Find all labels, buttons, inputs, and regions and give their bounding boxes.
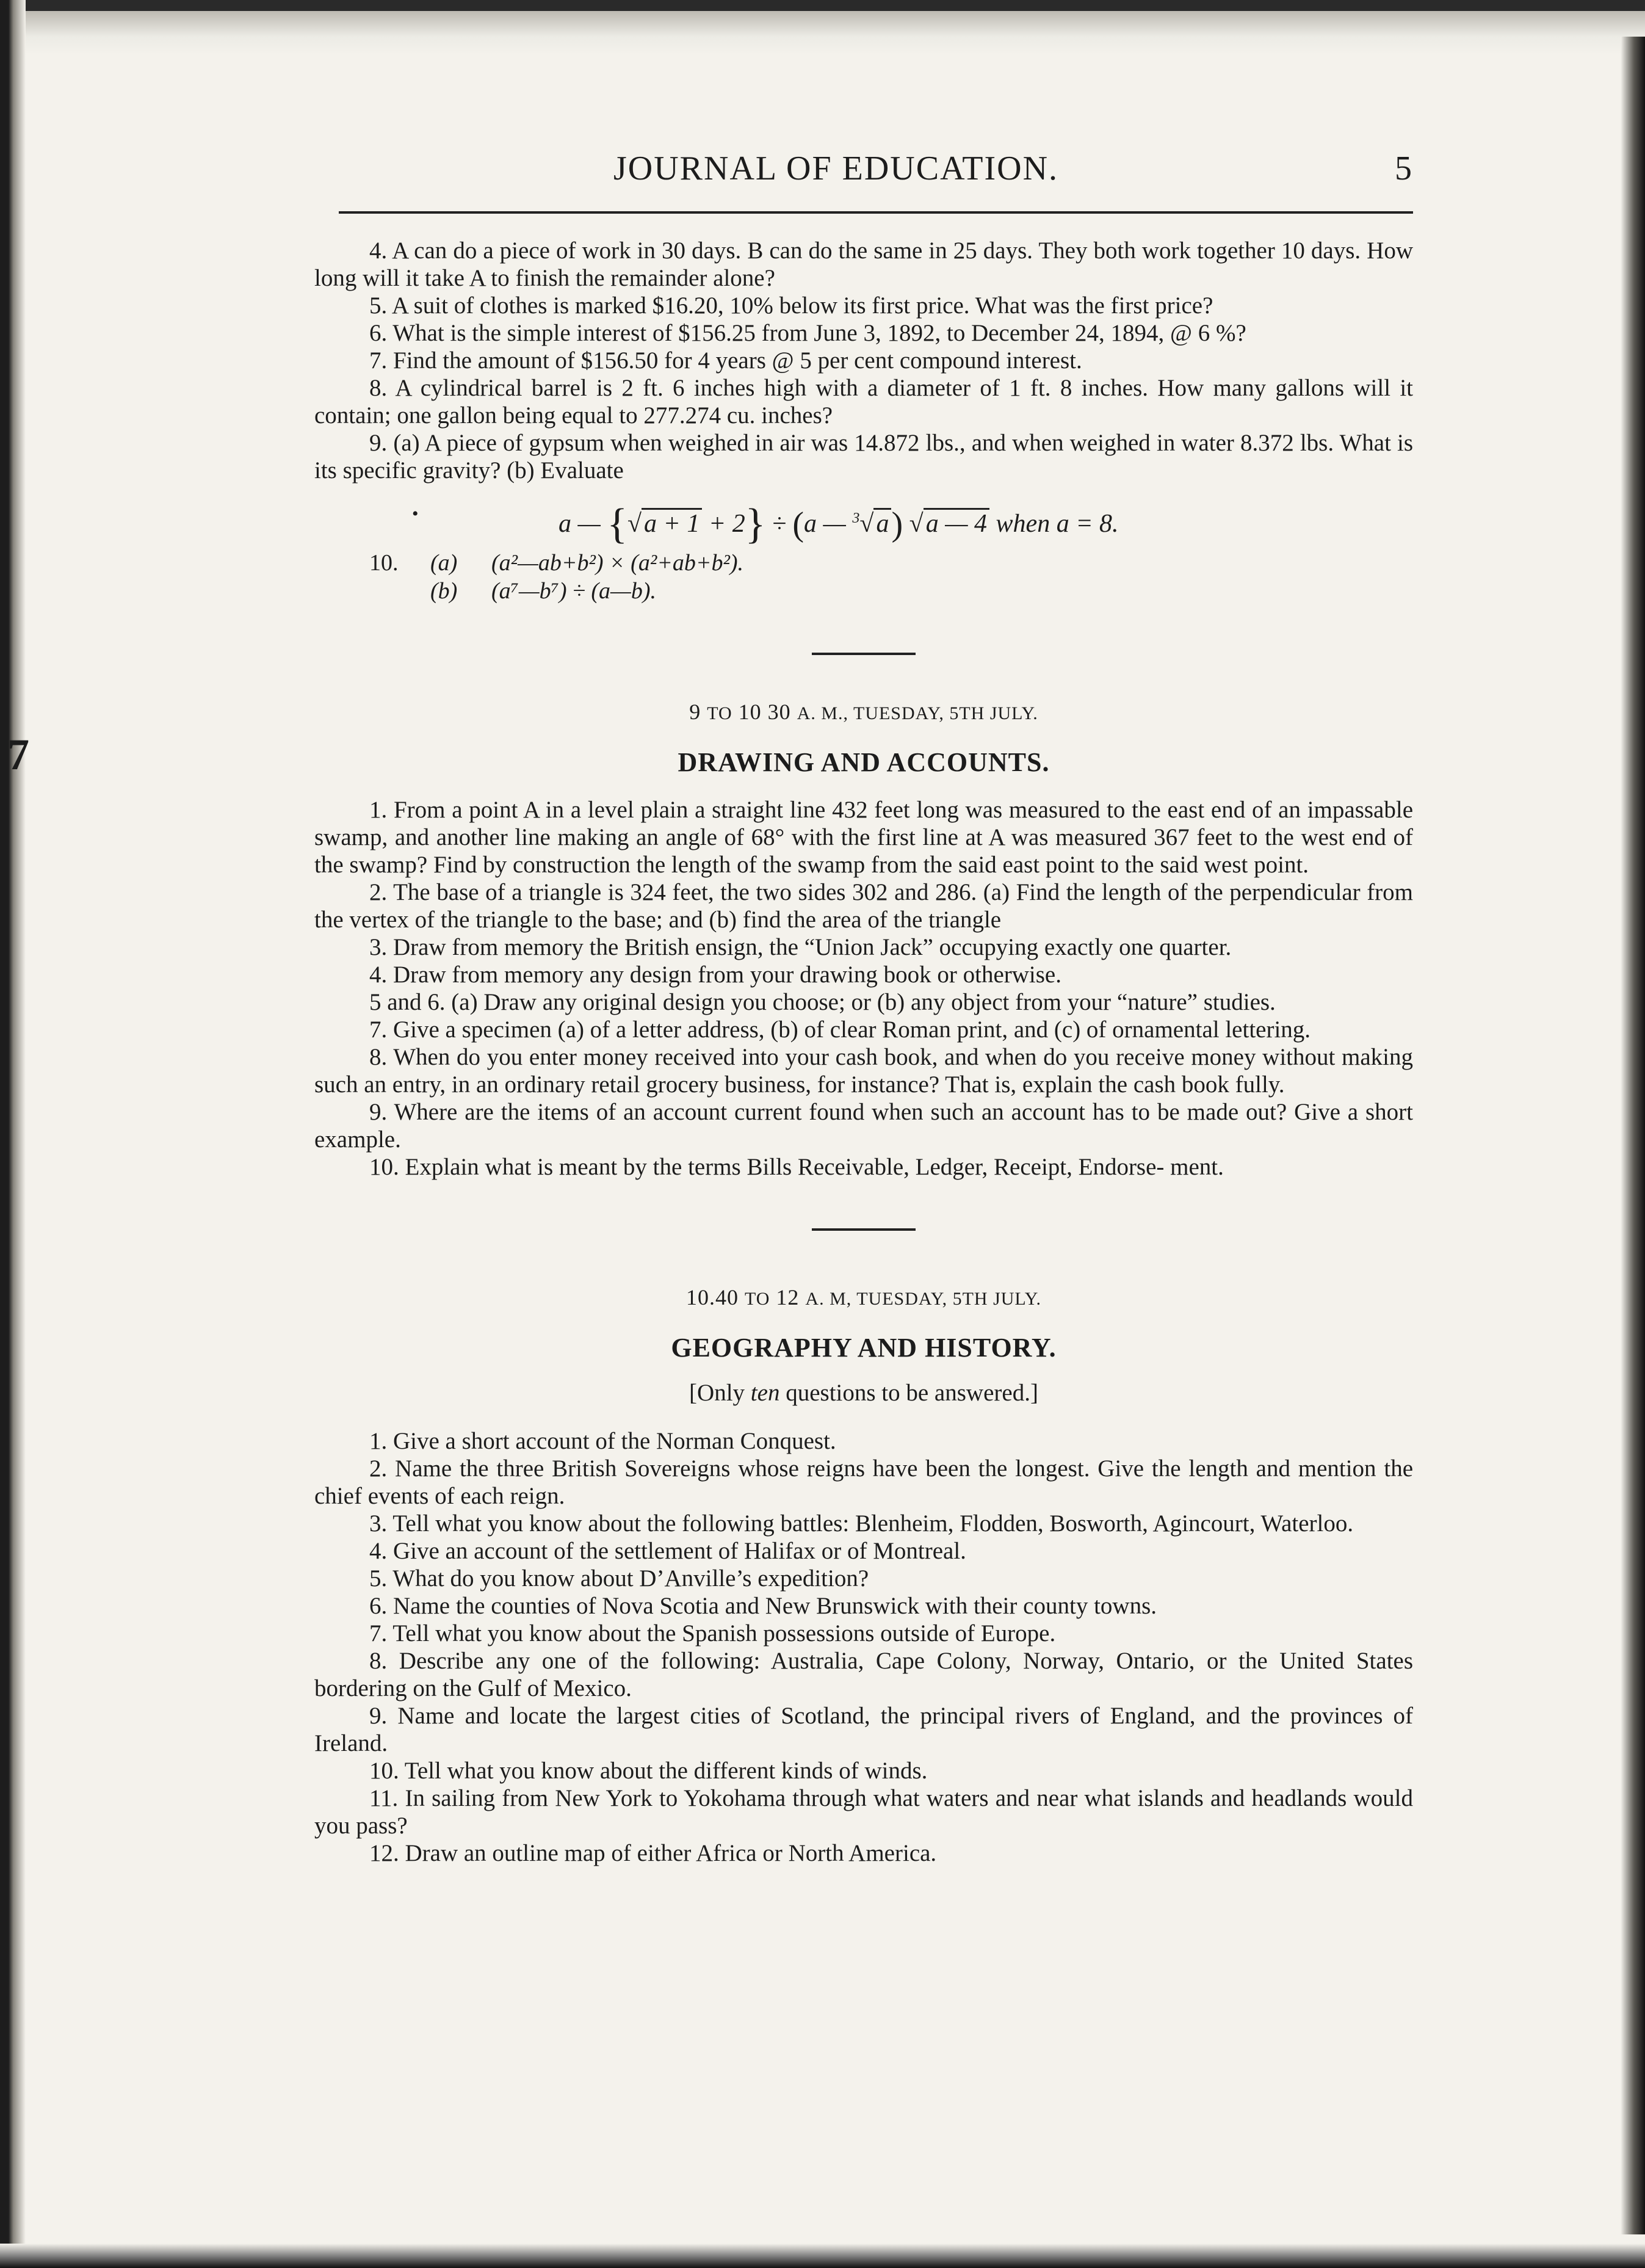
running-head (314, 140, 1413, 201)
drawing-question-9: 9. Where are the items of an account current found when such an account has to be made out? Give a short example. (314, 1099, 1413, 1153)
scan-bottom-edge (0, 2244, 1645, 2268)
bullet-mark: • (412, 504, 419, 524)
question-10b-label: (b) (430, 578, 458, 604)
geography-questions (314, 1427, 1413, 1867)
margin-mark: 7 (7, 730, 29, 779)
geography-question-6: 6. Name the counties of Nova Scotia and New Brunswick with their county towns. (369, 1593, 1157, 1619)
evaluate-expression: • a — {√a + 1 + 2} ÷ (a — $^3$√a) √a — 4 when a = 8. (412, 501, 1119, 548)
question-8: 8. A cylindrical barrel is 2 ft. 6 inches high with a diameter of 1 ft. 8 inches. How many gallons will it contain; one gallon being equal to 277.274 cu. inches? (314, 375, 1414, 429)
drawing-question-5-6: 5 and 6. (a) Draw any original design you choose; or (b) any object from your “nature” studies. (369, 989, 1276, 1015)
geography-question-2: 2. Name the three British Sovereigns whose reigns have been the longest. Give the length and mention the chief events of each reign. (314, 1455, 1414, 1509)
geography-question-8: 8. Describe any one of the following: Australia, Cape Colony, Norway, Ontario, or the United States bordering on the Gulf of Mexico. (314, 1648, 1414, 1701)
section-divider-1 (812, 653, 916, 655)
question-10b-expression: (a⁷—b⁷) ÷ (a—b). (491, 578, 656, 604)
geography-question-9: 9. Name and locate the largest cities of Scotland, the principal rivers of England, and the provinces of Ireland. (314, 1703, 1413, 1756)
geography-instruction: [Only ten questions to be answered.] (689, 1380, 1038, 1406)
drawing-question-4: 4. Draw from memory any design from your drawing book or otherwise. (369, 962, 1061, 988)
question-4: 4. A can do a piece of work in 30 days. B can do the same in 25 days. They both work together 10 days. How long will it take A to finish the remainder alone? (314, 237, 1413, 291)
journal-title: JOURNAL OF EDUCATION. (613, 150, 1059, 187)
geography-question-5: 5. What do you know about D’Anville’s expedition? (369, 1565, 869, 1592)
geography-question-7: 7. Tell what you know about the Spanish possessions outside of Europe. (369, 1620, 1056, 1647)
geography-section-title: GEOGRAPHY AND HISTORY. (671, 1333, 1057, 1363)
drawing-section-title: DRAWING AND ACCOUNTS. (678, 747, 1050, 777)
arithmetic-questions (314, 237, 1413, 605)
drawing-question-7: 7. Give a specimen (a) of a letter address, (b) of clear Roman print, and (c) of ornamental lettering. (369, 1016, 1311, 1043)
header-rule (339, 211, 1413, 214)
scan-right-edge (1621, 37, 1645, 2234)
question-10 (314, 549, 1413, 605)
scan-left-edge (0, 0, 26, 2268)
geography-question-1: 1. Give a short account of the Norman Conquest. (369, 1428, 836, 1454)
drawing-question-2: 2. The base of a triangle is 324 feet, the two sides 302 and 286. (a) Find the length of the perpendicular from the vertex of the triangle to the base; and (b) find the area of the triangle (314, 879, 1414, 933)
question-7: 7. Find the amount of $156.50 for 4 years @ 5 per cent compound interest. (369, 347, 1082, 374)
geography-question-3: 3. Tell what you know about the following battles: Blenheim, Flodden, Bosworth, Agincourt, Waterloo. (369, 1510, 1354, 1537)
question-9: 9. (a) A piece of gypsum when weighed in air was 14.872 lbs., and when weighed in water 8.372 lbs. What is its specific gravity? (b) Evaluate (314, 430, 1414, 484)
geography-question-4: 4. Give an account of the settlement of Halifax or of Montreal. (369, 1538, 966, 1564)
drawing-question-3: 3. Draw from memory the British ensign, the “Union Jack” occupying exactly one quarter. (369, 934, 1232, 960)
page-number: 5 (1395, 150, 1413, 187)
geography-question-12: 12. Draw an outline map of either Africa or North America. (369, 1840, 937, 1866)
drawing-question-1: 1. From a point A in a level plain a straight line 432 feet long was measured to the east end of an impassable swamp, and another line making an angle of 68° with the first line at A was measured 367 feet to the west end of the swamp? Find by construction the length of the swamp from the said east point to the said west point. (314, 797, 1414, 878)
drawing-questions (314, 796, 1413, 1181)
question-10a-expression: (a²—ab+b²) × (a²+ab+b²). (491, 550, 744, 576)
question-5: 5. A suit of clothes is marked $16.20, 10% below its first price. What was the first price? (369, 292, 1213, 319)
scan-top-edge (0, 0, 1645, 55)
journal-page (314, 140, 1413, 1867)
geography-session-line: 10.40 TO 12 A. M, TUESDAY, 5TH JULY. (685, 1285, 1042, 1310)
question-10-number: 10. (369, 550, 399, 576)
geography-question-10: 10. Tell what you know about the different kinds of winds. (369, 1758, 928, 1784)
question-10a-label: (a) (430, 550, 458, 576)
geography-question-11: 11. In sailing from New York to Yokohama through what waters and near what islands and headlands would you pass? (314, 1785, 1413, 1839)
drawing-question-8: 8. When do you enter money received into your cash book, and when do you receive money without making such an entry, in an ordinary retail grocery business, for instance? That is, explain the cash book fully. (314, 1044, 1413, 1098)
section-divider-2 (812, 1228, 916, 1231)
drawing-session-line: 9 TO 10 30 A. M., TUESDAY, 5TH JULY. (689, 700, 1038, 724)
drawing-question-10: 10. Explain what is meant by the terms Bills Receivable, Ledger, Receipt, Endorse- ment. (369, 1154, 1224, 1180)
question-6: 6. What is the simple interest of $156.25 from June 3, 1892, to December 24, 1894, @ 6 %? (369, 320, 1246, 346)
